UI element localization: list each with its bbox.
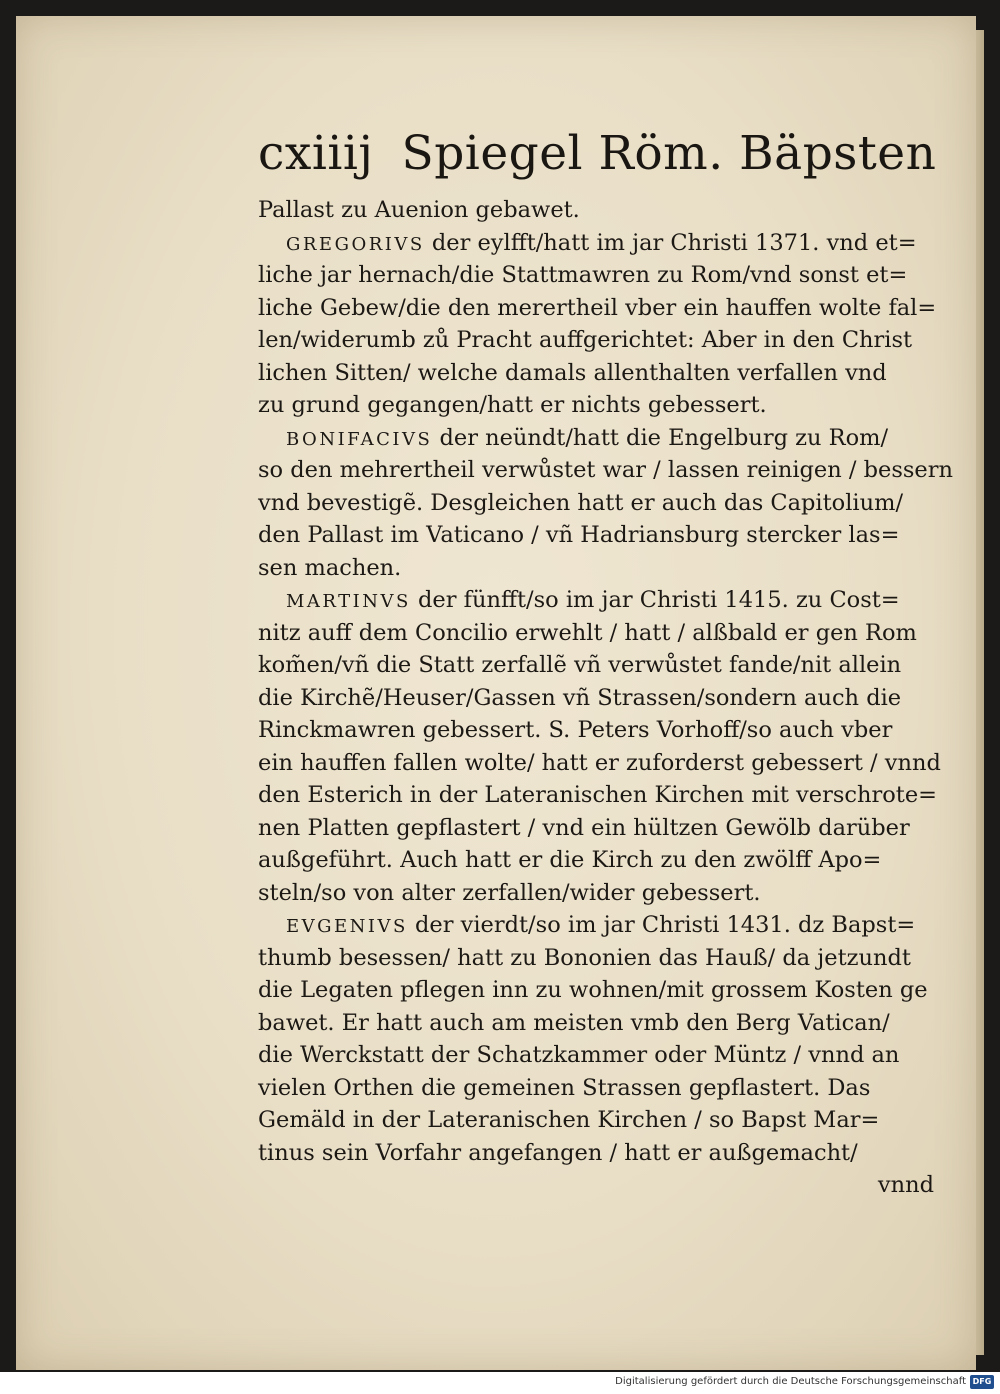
text-line [258, 1072, 938, 1105]
pope-name: BONIFACIVS [286, 428, 433, 450]
text-line [258, 584, 938, 617]
text-line [258, 779, 938, 812]
line-text: sen machen. [258, 554, 402, 581]
text-line [258, 974, 938, 1007]
text-line [258, 487, 938, 520]
line-text: Gemäld in der Lateranischen Kirchen / so Bapst Mar= [258, 1107, 880, 1133]
dfg-logo: DFG [970, 1375, 994, 1389]
text-line [258, 909, 938, 942]
line-text: vnd bevestigẽ. Desgleichen hatt er auch das Capitolium/ [258, 489, 904, 516]
running-header [258, 124, 937, 184]
text-line [258, 812, 938, 845]
text-line [258, 422, 938, 455]
text-line [258, 1039, 938, 1072]
line-text: der fünfft/so im jar Christi 1415. zu Cost= [410, 587, 900, 613]
line-text: der eylfft/hatt im jar Christi 1371. vnd et= [424, 229, 917, 256]
text-line [258, 227, 938, 260]
line-text: bawet. Er hatt auch am meisten vmb den Berg Vatican/ [258, 1009, 890, 1036]
footer-credit: Digitalisierung gefördert durch die Deutsche Forschungsgemeinschaft [615, 1376, 966, 1387]
text-line [258, 324, 938, 357]
text-line [258, 747, 941, 780]
text-line [258, 292, 938, 325]
text-line [258, 519, 938, 552]
line-text: die Legaten pflegen inn zu wohnen/mit grossem Kosten ge [258, 977, 928, 1003]
line-text: nitz auff dem Concilio erwehlt / hatt / alßbald er gen Rom [258, 619, 917, 646]
text-line [258, 1137, 938, 1170]
running-title: Spiegel Röm. Bäpsten [401, 126, 937, 181]
line-text: tinus sein Vorfahr angefangen / hatt er außgemacht/ [258, 1139, 858, 1166]
line-text: thumb besessen/ hatt zu Bononien das Hauß/ da jetzundt [258, 944, 911, 971]
text-line [258, 942, 938, 975]
line-text: so den mehrertheil verwůstet war / lassen reinigen / bessern [258, 457, 953, 483]
text-line [258, 844, 938, 877]
catchword: vnnd [877, 1172, 934, 1198]
line-text: len/widerumb zů Pracht auffgerichtet: Aber in den Christ [258, 327, 913, 353]
text-line [258, 1007, 938, 1040]
text-line [258, 617, 938, 650]
line-text: die Werckstatt der Schatzkammer oder Müntz / vnnd an [258, 1042, 900, 1068]
line-text: liche jar hernach/die Stattmawren zu Rom/vnd sonst et= [258, 262, 908, 288]
line-text: der vierdt/so im jar Christi 1431. dz Bapst= [407, 912, 916, 938]
footer-bar [0, 1372, 1000, 1394]
pope-name: GREGORIVS [286, 233, 425, 255]
text-line [258, 194, 938, 227]
line-text: außgeführt. Auch hatt er die Kirch zu den zwölff Apo= [258, 847, 882, 873]
text-line [258, 649, 938, 682]
text-line [258, 259, 938, 292]
text-line [258, 877, 938, 910]
line-text: liche Gebew/die den merertheil vber ein hauffen wolte fal= [258, 294, 937, 321]
line-text: zu grund gegangen/hatt er nichts gebessert. [258, 392, 767, 418]
line-text: lichen Sitten/ welche damals allenthalten verfallen vnd [258, 359, 887, 386]
text-line [258, 357, 938, 390]
line-text: kom̃en/vñ die Statt zerfallẽ vñ verwůstet fande/nit allein [258, 652, 902, 678]
text-line [258, 389, 938, 422]
text-line [258, 552, 938, 585]
line-text: Rinckmawren gebessert. S. Peters Vorhoff/so auch vber [258, 717, 893, 743]
text-line [258, 682, 938, 715]
line-text: steln/so von alter zerfallen/wider gebessert. [258, 879, 761, 906]
line-text: den Esterich in der Lateranischen Kirchen mit verschrote= [258, 782, 937, 808]
pope-name: MARTINVS [286, 591, 411, 612]
line-text: ein hauffen fallen wolte/ hatt er zuforderst gebessert / vnnd [258, 749, 941, 776]
folio-number: cxiiij [258, 126, 374, 181]
text-line [258, 454, 953, 487]
text-line [258, 714, 938, 747]
line-text: vielen Orthen die gemeinen Strassen gepflastert. Das [258, 1074, 871, 1101]
line-text: den Pallast im Vaticano / vñ Hadriansburg stercker las= [258, 522, 900, 548]
line-text: nen Platten gepflastert / vnd ein hültzen Gewölb darüber [258, 814, 910, 841]
pope-name: EVGENIVS [286, 916, 408, 937]
line-text: die Kirchẽ/Heuser/Gassen vñ Strassen/sondern auch die [258, 684, 902, 711]
text-line [258, 1104, 938, 1137]
text-block [258, 194, 953, 1202]
line-text: Pallast zu Auenion gebawet. [258, 197, 580, 223]
line-text: der neündt/hatt die Engelburg zu Rom/ [432, 424, 889, 451]
